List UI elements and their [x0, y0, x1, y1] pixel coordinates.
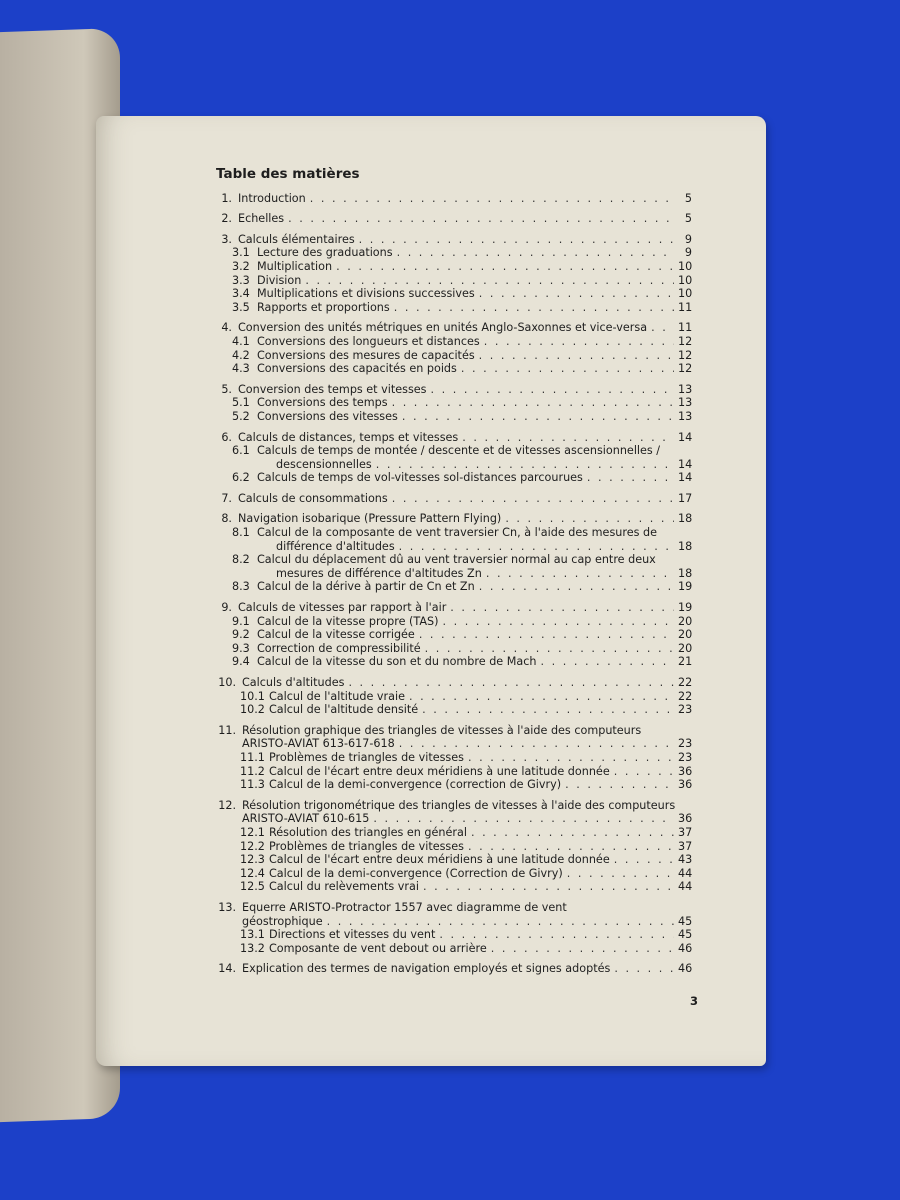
- entry-title-continued: mesures de différence d'altitudes Zn: [276, 566, 482, 580]
- entry-number: 11.3: [240, 778, 265, 792]
- dot-leader: [392, 492, 674, 506]
- entry-title: Calcul de l'altitude vraie: [269, 689, 405, 703]
- entry-title: Calculs de distances, temps et vitesses: [238, 430, 459, 444]
- entry-page: 44: [678, 880, 693, 894]
- entry-page: 19: [678, 601, 693, 615]
- toc-subentry: [216, 362, 692, 376]
- entry-title: Calculs de consommations: [238, 491, 388, 505]
- entry-number: 9.1: [232, 614, 250, 628]
- entry-title: Multiplications et divisions successives: [257, 287, 475, 301]
- dot-leader: [305, 274, 674, 288]
- entry-number: 13.1: [240, 928, 265, 942]
- entry-number: 10.: [218, 676, 236, 689]
- entry-number: 7.: [221, 491, 232, 505]
- entry-title: Division: [257, 273, 302, 287]
- entry-page: 37: [678, 839, 693, 853]
- toc-entry: [216, 676, 692, 690]
- dot-leader: [614, 765, 674, 779]
- toc-subentry: [216, 655, 692, 669]
- entry-page: 5: [684, 191, 692, 205]
- entry-title: Calcul de l'écart entre deux méridiens à une latitude donnée: [269, 853, 610, 867]
- entry-number: 13.: [218, 900, 236, 914]
- entry-title: Conversions des mesures de capacités: [257, 348, 475, 362]
- entry-title: Calculs élémentaires: [238, 232, 355, 246]
- entry-number: 11.: [218, 723, 236, 737]
- dot-leader: [310, 192, 674, 206]
- entry-page: 17: [678, 491, 693, 505]
- entry-title: Calcul du déplacement dû au vent traversier normal au cap entre deux: [257, 553, 656, 567]
- entry-title: Echelles: [238, 212, 285, 226]
- entry-number: 8.: [221, 512, 232, 526]
- entry-title: Explication des termes de navigation employés et signes adoptés: [242, 962, 611, 976]
- dot-leader: [373, 812, 674, 826]
- entry-page: 10: [678, 259, 693, 273]
- toc-subentry: [216, 751, 692, 765]
- toc-subentry: [216, 287, 692, 301]
- toc-entry: [216, 492, 692, 506]
- dot-leader: [399, 540, 674, 554]
- dot-leader: [587, 471, 674, 485]
- entry-title: Calcul de la vitesse corrigée: [257, 628, 415, 642]
- entry-title: Calcul de l'écart entre deux méridiens à une latitude donnée: [269, 764, 610, 778]
- entry-page: 14: [678, 471, 693, 485]
- entry-number: 12.5: [240, 880, 265, 894]
- entry-page: 46: [678, 941, 693, 955]
- dot-leader: [442, 615, 674, 629]
- entry-number: 11.2: [240, 764, 265, 778]
- entry-title: Problèmes de triangles de vitesses: [269, 839, 464, 853]
- entry-page: 12: [678, 334, 693, 348]
- dot-leader: [565, 778, 674, 792]
- entry-number: 9.: [221, 601, 232, 615]
- toc-subentry: [216, 942, 692, 956]
- entry-title: Conversions des vitesses: [257, 409, 398, 423]
- entry-number: 3.5: [232, 300, 250, 314]
- entry-page: 36: [678, 812, 693, 826]
- dot-leader: [479, 580, 674, 594]
- toc-subentry: [216, 778, 692, 792]
- entry-number: 10.2: [240, 703, 265, 717]
- toc-subentry: [216, 928, 692, 942]
- toc-subentry: [216, 826, 692, 840]
- dot-leader: [450, 601, 674, 615]
- toc-section: [216, 724, 692, 792]
- entry-title: Calcul de l'altitude densité: [269, 703, 419, 717]
- entry-page: 12: [678, 348, 693, 362]
- entry-title: Calculs de vitesses par rapport à l'air: [238, 601, 447, 615]
- entry-number: 4.: [221, 321, 232, 335]
- dot-leader: [327, 915, 674, 929]
- dot-leader: [505, 512, 674, 526]
- dot-leader: [486, 567, 674, 581]
- entry-title: Conversion des temps et vitesses: [238, 382, 427, 396]
- entry-number: 11.1: [240, 750, 265, 764]
- entry-page: 14: [678, 457, 693, 471]
- toc-entry: [216, 724, 692, 738]
- toc-subentry: [216, 703, 692, 717]
- entry-title: Conversions des longueurs et distances: [257, 334, 480, 348]
- dot-leader: [462, 431, 674, 445]
- entry-title: Calcul de la demi-convergence (Correction de Givry): [269, 866, 563, 880]
- toc-continuation: [216, 567, 692, 581]
- toc-entry: [216, 512, 692, 526]
- toc-body: [216, 192, 692, 976]
- entry-page: 14: [678, 430, 693, 444]
- dot-leader: [348, 676, 674, 690]
- toc-section: [216, 901, 692, 955]
- entry-number: 10.1: [240, 689, 265, 703]
- toc-subentry: [216, 853, 692, 867]
- entry-title: Composante de vent debout ou arrière: [269, 941, 487, 955]
- entry-page: 22: [678, 676, 693, 689]
- entry-page: 20: [678, 614, 693, 628]
- entry-title: Calcul de la dérive à partir de Cn et Zn: [257, 580, 475, 594]
- dot-leader: [461, 362, 674, 376]
- entry-page: 11: [678, 300, 693, 314]
- entry-number: 3.3: [232, 273, 250, 287]
- toc-section: [216, 233, 692, 315]
- entry-page: 36: [678, 778, 693, 792]
- toc-section: [216, 799, 692, 894]
- dot-leader: [479, 349, 674, 363]
- entry-page: 45: [678, 914, 693, 928]
- toc-entry: [216, 233, 692, 247]
- entry-number: 3.1: [232, 246, 250, 260]
- page-number: 3: [689, 994, 698, 1008]
- entry-number: 6.1: [232, 444, 250, 458]
- entry-number: 3.4: [232, 287, 250, 301]
- toc-title: Table des matières: [216, 166, 360, 182]
- entry-page: 46: [678, 962, 693, 976]
- entry-title-continued: ARISTO-AVIAT 610-615: [242, 812, 370, 826]
- entry-number: 5.1: [232, 396, 250, 410]
- entry-title: Résolution trigonométrique des triangles de vitesses à l'aide des computeurs: [242, 798, 676, 812]
- dot-leader: [468, 840, 674, 854]
- dot-leader: [567, 867, 674, 881]
- entry-number: 4.2: [232, 348, 250, 362]
- dot-leader: [288, 212, 674, 226]
- entry-page: 9: [684, 232, 692, 246]
- toc-section: [216, 192, 692, 206]
- toc-section: [216, 676, 692, 717]
- entry-page: 36: [678, 764, 693, 778]
- dot-leader: [468, 751, 674, 765]
- dot-leader: [471, 826, 674, 840]
- entry-title: Conversions des capacités en poids: [257, 362, 457, 376]
- toc-entry: [216, 431, 692, 445]
- entry-page: 22: [678, 689, 693, 703]
- toc-subentry: [216, 246, 692, 260]
- entry-number: 8.1: [232, 526, 250, 540]
- entry-number: 9.3: [232, 641, 250, 655]
- entry-number: 5.2: [232, 409, 250, 423]
- entry-title: Calculs de temps de montée / descente et de vitesses ascensionnelles /: [257, 444, 661, 458]
- entry-page: 10: [678, 287, 693, 301]
- entry-title-continued: descensionnelles: [276, 457, 372, 471]
- entry-title: Calculs d'altitudes: [242, 676, 345, 689]
- entry-number: 9.4: [232, 655, 250, 669]
- dot-leader: [359, 233, 674, 247]
- toc-subentry: [216, 553, 692, 567]
- entry-number: 8.3: [232, 580, 250, 594]
- entry-page: 23: [678, 750, 693, 764]
- entry-page: 19: [678, 580, 693, 594]
- entry-page: 18: [678, 539, 693, 553]
- dot-leader: [394, 301, 674, 315]
- toc-entry: [216, 962, 692, 976]
- toc-subentry: [216, 580, 692, 594]
- entry-title: Calcul de la demi-convergence (correction de Givry): [269, 778, 562, 792]
- entry-page: 12: [678, 362, 693, 376]
- toc-continuation: [216, 915, 692, 929]
- entry-number: 13.2: [240, 941, 265, 955]
- entry-number: 12.3: [240, 853, 265, 867]
- toc-subentry: [216, 526, 692, 540]
- dot-leader: [392, 396, 674, 410]
- dot-leader: [425, 642, 674, 656]
- entry-title: Résolution des triangles en général: [269, 825, 467, 839]
- dot-leader: [484, 335, 674, 349]
- entry-page: 45: [678, 928, 693, 942]
- entry-title: Equerre ARISTO-Protractor 1557 avec diagramme de vent: [242, 900, 567, 914]
- entry-page: 20: [678, 628, 693, 642]
- entry-page: 13: [678, 409, 693, 423]
- entry-page: 11: [678, 321, 693, 335]
- dot-leader: [422, 703, 674, 717]
- entry-page: 37: [678, 825, 693, 839]
- entry-title-continued: géostrophique: [242, 914, 323, 928]
- toc-subentry: [216, 410, 692, 424]
- toc-subentry: [216, 335, 692, 349]
- entry-number: 3.: [221, 232, 232, 246]
- toc-entry: [216, 383, 692, 397]
- toc-continuation: [216, 737, 692, 751]
- toc-subentry: [216, 880, 692, 894]
- dot-leader: [399, 737, 674, 751]
- entry-number: 5.: [221, 382, 232, 396]
- entry-title: Calcul de la vitesse propre (TAS): [257, 614, 439, 628]
- toc-section: [216, 492, 692, 506]
- entry-number: 4.3: [232, 362, 250, 376]
- toc-entry: [216, 799, 692, 813]
- toc-subentry: [216, 867, 692, 881]
- toc-subentry: [216, 840, 692, 854]
- entry-page: 23: [678, 737, 693, 751]
- entry-page: 23: [678, 703, 693, 717]
- toc-section: [216, 212, 692, 226]
- entry-title: Problèmes de triangles de vitesses: [269, 750, 464, 764]
- dot-leader: [423, 880, 674, 894]
- dot-leader: [402, 410, 674, 424]
- entry-title: Navigation isobarique (Pressure Pattern Flying): [238, 512, 502, 526]
- entry-title: Calcul du relèvements vrai: [269, 880, 419, 894]
- toc-subentry: [216, 349, 692, 363]
- entry-title: Résolution graphique des triangles de vitesses à l'aide des computeurs: [242, 723, 642, 737]
- toc-entry: [216, 601, 692, 615]
- entry-page: 18: [678, 512, 693, 526]
- toc-section: [216, 383, 692, 424]
- entry-title: Directions et vitesses du vent: [269, 928, 436, 942]
- toc-section: [216, 601, 692, 669]
- toc-continuation: [216, 812, 692, 826]
- toc-entry: [216, 321, 692, 335]
- entry-page: 18: [678, 566, 693, 580]
- entry-title-continued: ARISTO-AVIAT 613-617-618: [242, 737, 395, 751]
- entry-number: 3.2: [232, 259, 250, 273]
- entry-title: Introduction: [238, 191, 306, 205]
- entry-number: 8.2: [232, 553, 250, 567]
- dot-leader: [541, 655, 675, 669]
- toc-subentry: [216, 444, 692, 458]
- entry-number: 2.: [221, 212, 232, 226]
- table-of-contents: [216, 168, 692, 983]
- entry-page: 21: [678, 655, 693, 669]
- toc-section: [216, 962, 692, 976]
- entry-title: Lecture des graduations: [257, 246, 393, 260]
- entry-number: 9.2: [232, 628, 250, 642]
- book-page: [96, 116, 766, 1066]
- dot-leader: [336, 260, 674, 274]
- toc-subentry: [216, 301, 692, 315]
- entry-page: 20: [678, 641, 693, 655]
- entry-title: Calculs de temps de vol-vitesses sol-distances parcourues: [257, 471, 583, 485]
- toc-subentry: [216, 615, 692, 629]
- toc-subentry: [216, 396, 692, 410]
- dot-leader: [439, 928, 674, 942]
- entry-number: 12.2: [240, 839, 265, 853]
- entry-number: 6.2: [232, 471, 250, 485]
- toc-entry: [216, 192, 692, 206]
- entry-number: 12.: [218, 798, 236, 812]
- toc-subentry: [216, 274, 692, 288]
- entry-title: Rapports et proportions: [257, 300, 390, 314]
- toc-subentry: [216, 471, 692, 485]
- toc-continuation: [216, 458, 692, 472]
- entry-page: 44: [678, 866, 693, 880]
- entry-number: 14.: [218, 962, 236, 976]
- entry-title: Conversion des unités métriques en unités Anglo-Saxonnes et vice-versa: [238, 321, 648, 335]
- entry-page: 13: [678, 396, 693, 410]
- dot-leader: [614, 962, 674, 976]
- toc-section: [216, 321, 692, 375]
- dot-leader: [431, 383, 675, 397]
- dot-leader: [479, 287, 674, 301]
- toc-section: [216, 431, 692, 485]
- entry-page: 13: [678, 382, 693, 396]
- entry-page: 9: [684, 246, 692, 260]
- dot-leader: [397, 246, 674, 260]
- dot-leader: [491, 942, 674, 956]
- entry-page: 43: [678, 853, 693, 867]
- dot-leader: [614, 853, 674, 867]
- entry-title-continued: différence d'altitudes: [276, 539, 395, 553]
- dot-leader: [376, 458, 674, 472]
- toc-subentry: [216, 628, 692, 642]
- entry-page: 10: [678, 273, 693, 287]
- entry-title: Correction de compressibilité: [257, 641, 421, 655]
- toc-entry: [216, 212, 692, 226]
- entry-title: Conversions des temps: [257, 396, 388, 410]
- entry-title: Calcul de la composante de vent traversier Cn, à l'aide des mesures de: [257, 526, 657, 540]
- entry-number: 1.: [221, 191, 232, 205]
- toc-entry: [216, 901, 692, 915]
- entry-number: 12.1: [240, 825, 265, 839]
- entry-title: Multiplication: [257, 259, 333, 273]
- entry-number: 12.4: [240, 866, 265, 880]
- entry-number: 4.1: [232, 334, 250, 348]
- dot-leader: [409, 690, 674, 704]
- entry-page: 5: [684, 212, 692, 226]
- toc-subentry: [216, 690, 692, 704]
- toc-subentry: [216, 260, 692, 274]
- toc-subentry: [216, 642, 692, 656]
- toc-section: [216, 512, 692, 594]
- entry-number: 6.: [221, 430, 232, 444]
- dot-leader: [419, 628, 674, 642]
- dot-leader: [651, 321, 674, 335]
- toc-continuation: [216, 540, 692, 554]
- entry-title: Calcul de la vitesse du son et du nombre de Mach: [257, 655, 537, 669]
- toc-subentry: [216, 765, 692, 779]
